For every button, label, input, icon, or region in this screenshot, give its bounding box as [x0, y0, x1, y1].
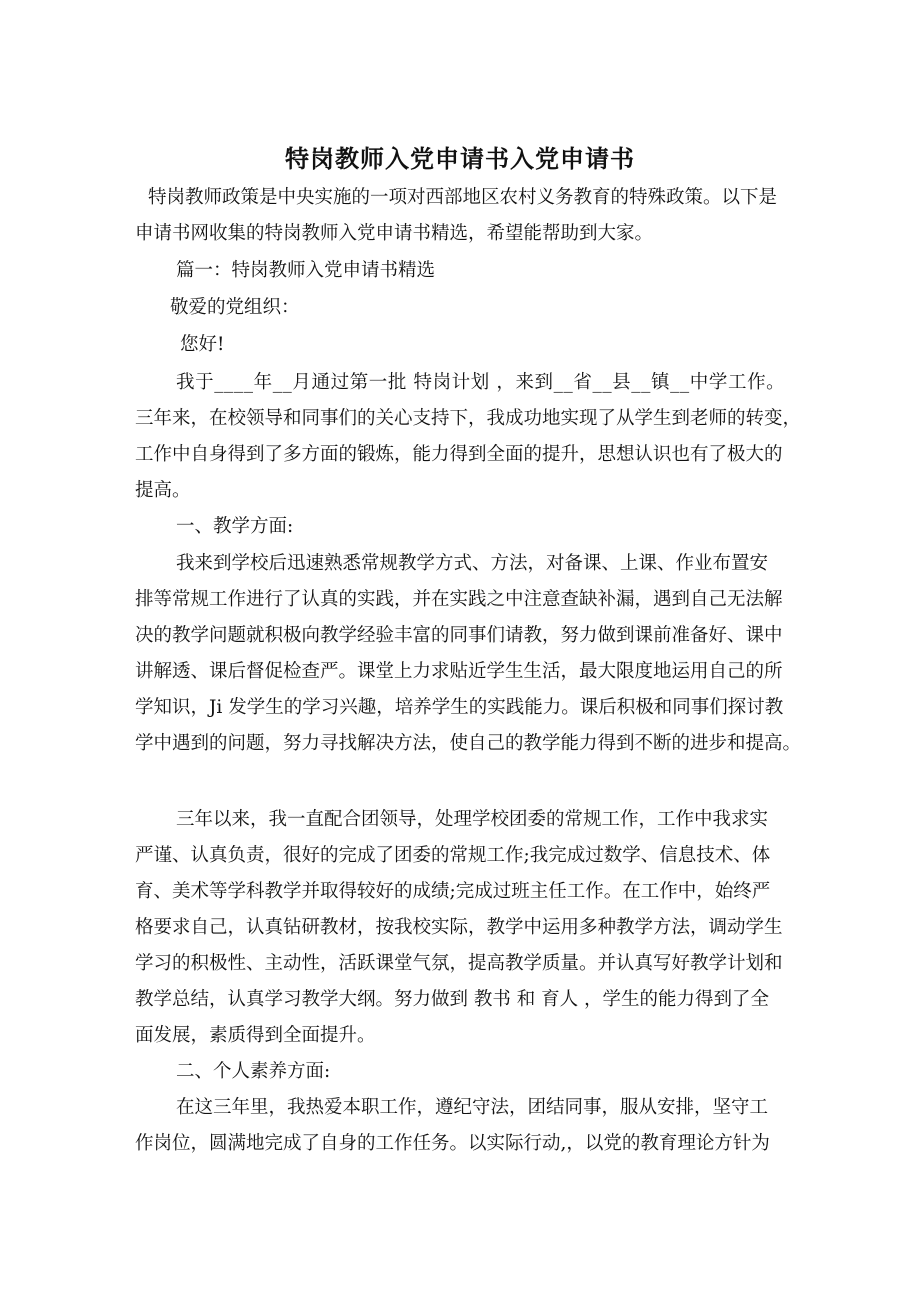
paragraph-line: 提高。	[135, 480, 191, 501]
paragraph-line: 我来到学校后迅速熟悉常规教学方式、方法，对备课、上课、作业布置安	[176, 553, 769, 574]
paragraph-line: 排等常规工作进行了认真的实践，并在实践之中注意查缺补漏，遇到自己无法解	[135, 589, 783, 610]
paragraph-line: 学习的积极性、主动性，活跃课堂气氛，提高教学质量。并认真写好教学计划和	[135, 953, 783, 974]
paragraph-line: 三年来，在校领导和同事们的关心支持下，我成功地实现了从学生到老师的转变，	[135, 408, 802, 429]
paragraph-line: 我于____年__月通过第一批 特岗计划 ，来到__省__县__镇__中学工作。	[176, 372, 786, 393]
intro-line-1: 特岗教师政策是中央实施的一项对西部地区农村义务教育的特殊政策。以下是	[148, 187, 778, 208]
section-heading-personal: 二、个人素养方面:	[176, 1061, 331, 1082]
greeting: 您好!	[180, 334, 225, 355]
paragraph-line: 讲解透、课后督促检查严。课堂上力求贴近学生生活，最大限度地运用自己的所	[135, 661, 783, 682]
paragraph-line: 格要求自己，认真钻研教材，按我校实际，教学中运用多种教学方法，调动学生	[135, 917, 783, 938]
paragraph-line: 学中遇到的问题，努力寻找解决方法，使自己的教学能力得到不断的进步和提高。	[135, 733, 802, 754]
paragraph-line: 学知识，Ji 发学生的学习兴趣，培养学生的实践能力。课后积极和同事们探讨教	[135, 697, 784, 718]
intro-line-2: 申请书网收集的特岗教师入党申请书精选，希望能帮助到大家。	[135, 223, 654, 244]
section-heading-pian-yi: 篇一：特岗教师入党申请书精选	[176, 260, 436, 281]
salutation: 敬爱的党组织：	[170, 297, 300, 318]
paragraph-line: 严谨、认真负责，很好的完成了团委的常规工作;我完成过数学、信息技术、体	[135, 845, 771, 866]
paragraph-line: 工作中自身得到了多方面的锻炼，能力得到全面的提升，思想认识也有了极大的	[135, 444, 783, 465]
paragraph-line: 育、美术等学科教学并取得较好的成绩;完成过班主任工作。在工作中，始终严	[135, 881, 771, 902]
paragraph-line: 教学总结，认真学习教学大纲。努力做到 教书 和 育人 ，学生的能力得到了全	[135, 989, 770, 1010]
paragraph-line: 在这三年里，我热爱本职工作，遵纪守法，团结同事，服从安排，坚守工	[176, 1097, 769, 1118]
paragraph-line: 决的教学问题就积极向教学经验丰富的同事们请教，努力做到课前准备好、课中	[135, 625, 783, 646]
document-title: 特岗教师入党申请书入党申请书	[285, 145, 635, 173]
paragraph-line: 作岗位，圆满地完成了自身的工作任务。以实际行动,，以党的教育理论方针为	[135, 1133, 770, 1154]
paragraph-line: 面发展，素质得到全面提升。	[135, 1025, 376, 1046]
paragraph-line: 三年以来，我一直配合团领导，处理学校团委的常规工作，工作中我求实	[176, 809, 769, 830]
section-heading-teaching: 一、教学方面:	[176, 516, 294, 537]
